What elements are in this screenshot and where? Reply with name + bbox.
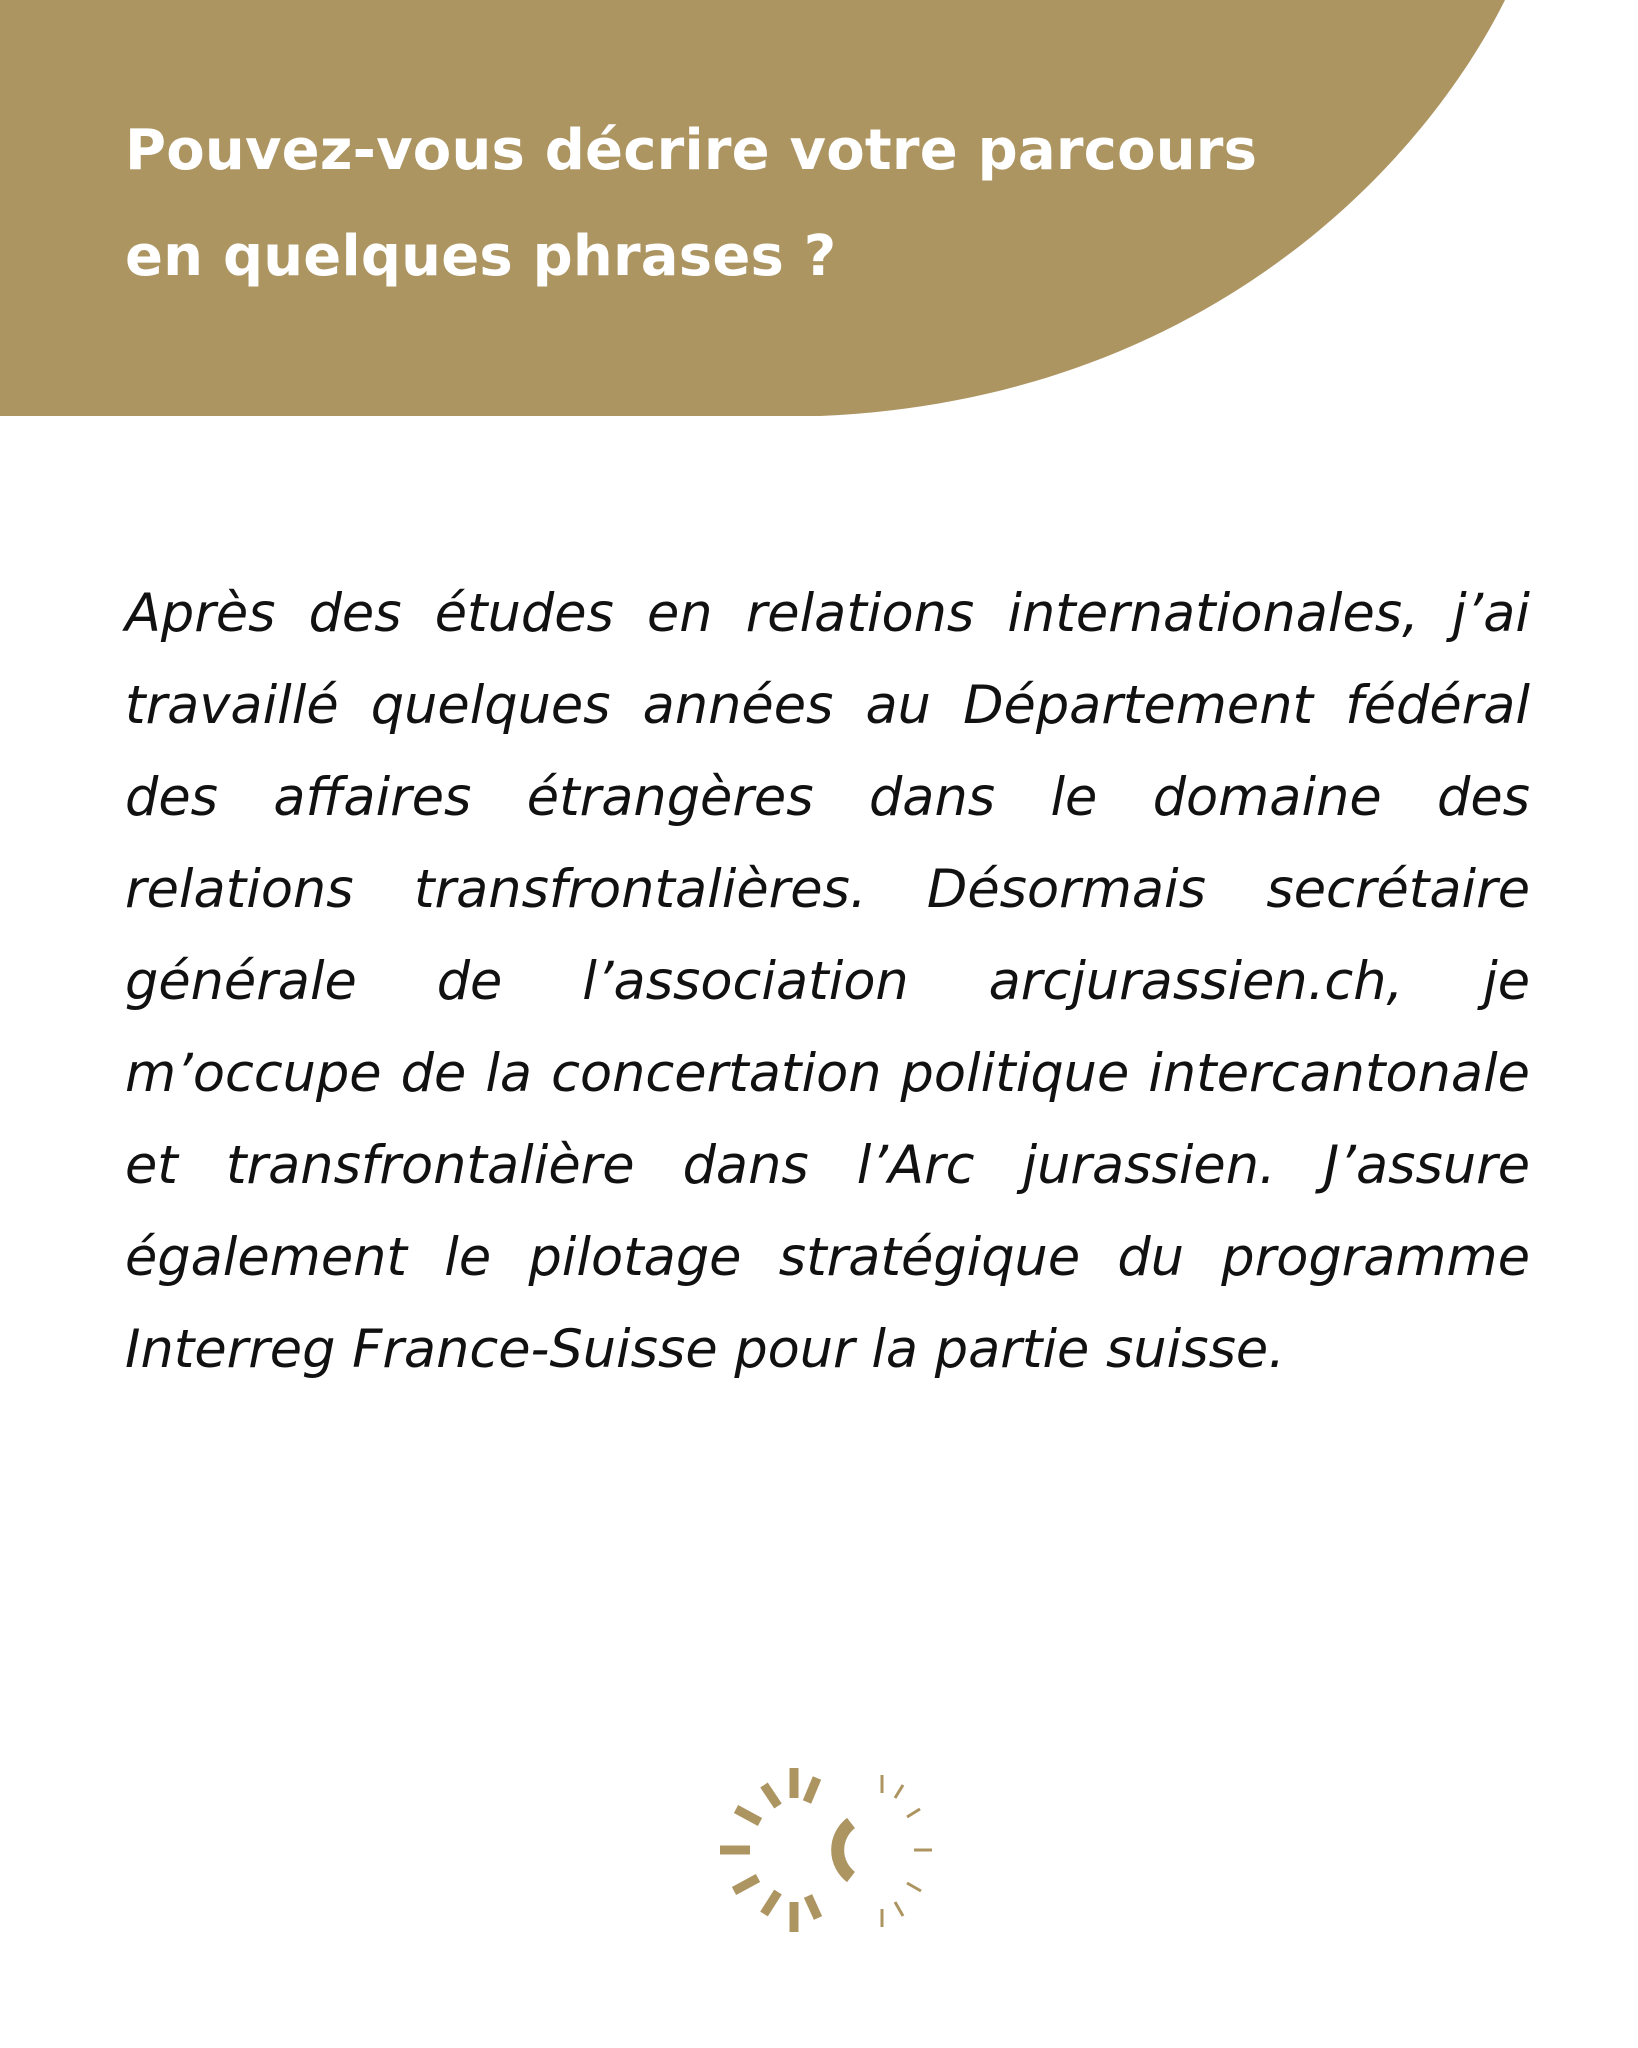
question-heading: Pouvez-vous décrire votre parcours en quelques phrases ?: [125, 118, 1258, 289]
answer-paragraph: Après des études en relations internationales, j’ai travaillé quelques années au Département fédéral des affaires étrangères dans le domaine des relations transfrontalières. Désormais secrétaire générale de l’association arcjurassien.ch, je m’occupe de la concertation politique intercantonale et transfrontalière dans l’Arc jurassien. J’assure également le pilotage stratégique du programme Interreg France-Suisse pour la partie suisse.: [125, 583, 1530, 1380]
sun-rays-logo-icon: [710, 1765, 950, 1935]
